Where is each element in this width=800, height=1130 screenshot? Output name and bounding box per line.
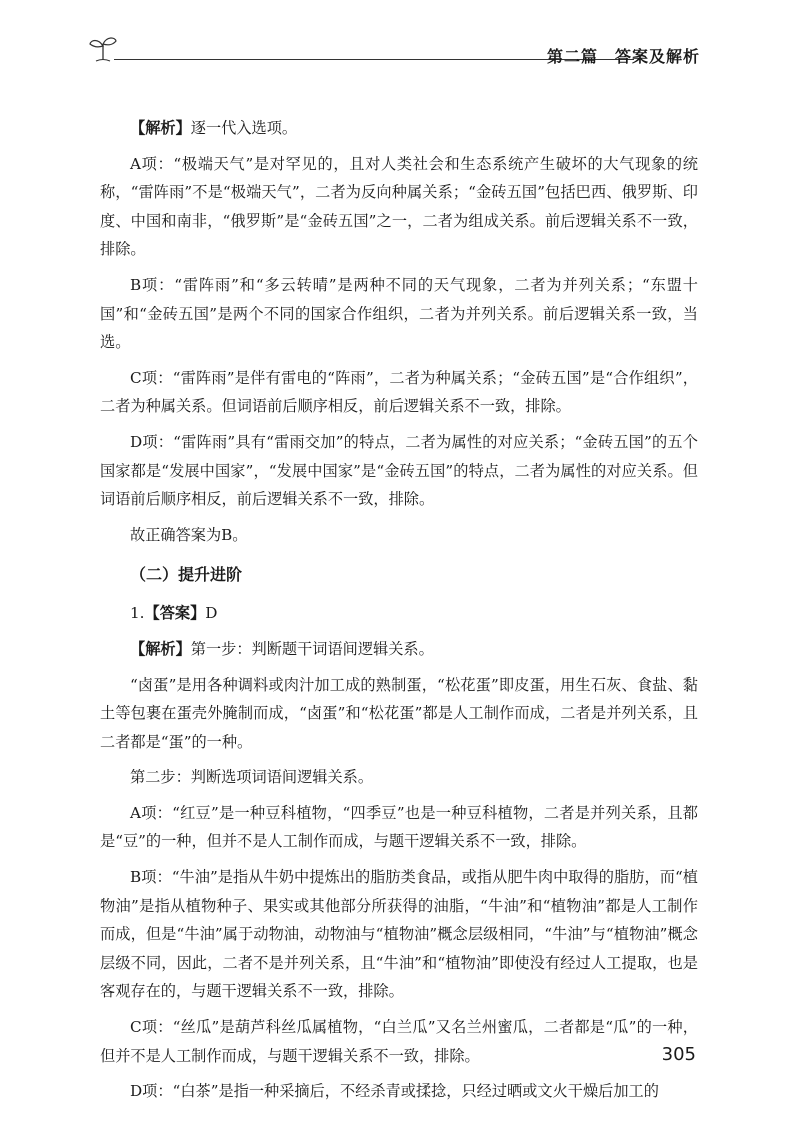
option-b-paragraph: B项：“雷阵雨”和“多云转晴”是两种不同的天气现象，二者为并列关系；“东盟十国”和“金砖五国”是两个不同的国家合作组织，二者为并列关系。前后逻辑关系一致，当选。 [100, 275, 698, 352]
option-b-paragraph: B项：“牛油”是指从牛奶中提炼出的脂肪类食品，或指从肥牛肉中取得的脂肪，而“植物油”是指从植物种子、果实或其他部分所获得的油脂，“牛油”和“植物油”都是人工制作而成，但是“牛油”属于动物油，动物油与“植物油”概念层级相同，“牛油”与“植物油”概念层级不同，因此，二者不是并列关系，且“牛油”和“植物油”即使没有经过人工提取，也是客观存在的，与题干逻辑关系不一致，排除。 [100, 868, 698, 1001]
analysis-step1 [100, 635, 698, 664]
option-c-paragraph: C项：“雷阵雨”是伴有雷电的“阵雨”，二者为种属关系；“金砖五国”是“合作组织”，二者为种属关系。但词语前后顺序相反，前后逻辑关系不一致，排除。 [100, 368, 698, 416]
analysis-tag: 【解析】 [130, 639, 191, 658]
page-header [88, 30, 700, 70]
conclusion: 故正确答案为B。 [130, 525, 248, 544]
answer-tag: 【答案】 [144, 604, 206, 623]
analysis-intro-text: 逐一代入选项。 [190, 119, 298, 137]
option-a-paragraph: A项：“红豆”是一种豆科植物，“四季豆”也是一种豆科植物，二者是并列关系，且都是“豆”的一种，但并不是人工制作而成，与题干逻辑关系不一致，排除。 [100, 803, 698, 851]
page-number: 305 [661, 1044, 696, 1065]
analysis-tag: 【解析】 [130, 119, 191, 137]
answer-line [100, 599, 698, 628]
step1-text: 第一步：判断题干词语间逻辑关系。 [190, 639, 434, 658]
analysis-step2: 第二步：判断选项词语间逻辑关系。 [130, 768, 373, 787]
sprout-icon [88, 34, 118, 62]
option-a-paragraph: A项：“极端天气”是对罕见的，且对人类社会和生态系统产生破坏的大气现象的统称，“雷阵雨”不是“极端天气”，二者为反向种属关系；“金砖五国”包括巴西、俄罗斯、印度、中国和南非，“俄罗斯”是“金砖五国”之一，二者为组成关系。前后逻辑关系不一致，排除。 [100, 154, 698, 259]
section-heading: （二）提升进阶 [130, 565, 243, 585]
option-d-paragraph: D项：“白茶”是指一种采摘后，不经杀青或揉捻，只经过晒或文火干燥后加工的 [130, 1082, 659, 1101]
page-body [100, 114, 698, 1106]
option-c-paragraph: C项：“丝瓜”是葫芦科丝瓜属植物，“白兰瓜”又名兰州蜜瓜，二者都是“瓜”的一种，但并不是人工制作而成，与题干逻辑关系不一致，排除。 [100, 1018, 698, 1065]
stem-paragraph: “卤蛋”是用各种调料或肉汁加工成的熟制蛋，“松花蛋”即皮蛋，用生石灰、食盐、黏土等包裹在蛋壳外腌制而成，“卤蛋”和“松花蛋”都是人工制作而成，二者是并列关系，且二者都是“蛋”的一种。 [100, 675, 698, 751]
question-number: 1. [130, 604, 145, 623]
chapter-title: 第二篇 答案及解析 [546, 47, 700, 66]
answer-value: D [205, 604, 218, 623]
analysis-intro [100, 114, 698, 143]
option-d-paragraph: D项：“雷阵雨”具有“雷雨交加”的特点，二者为属性的对应关系；“金砖五国”的五个国家都是“发展中国家”，“发展中国家”是“金砖五国”的特点，二者为属性的对应关系。但词语前后顺序相反，前后逻辑关系不一致，排除。 [100, 432, 698, 509]
